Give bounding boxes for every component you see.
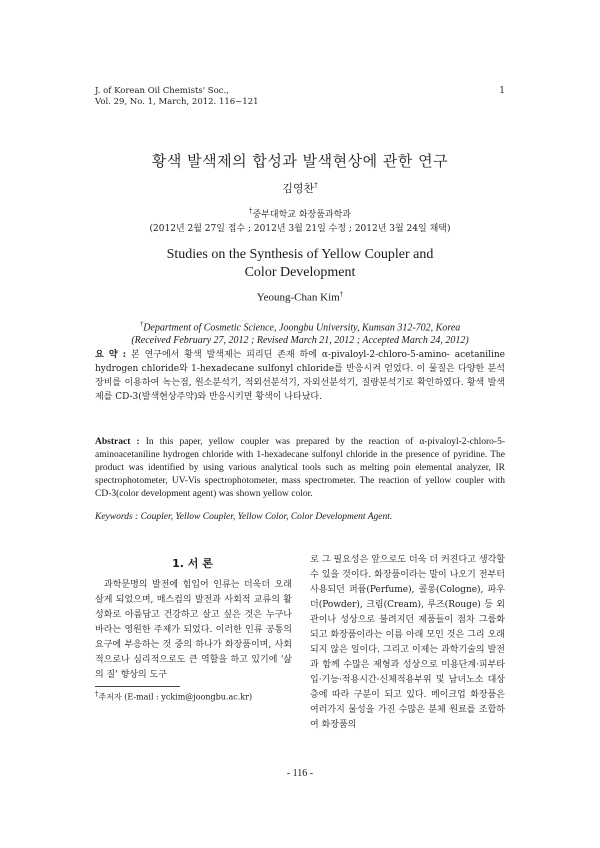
body-column-right [310, 553, 505, 733]
korean-author [0, 180, 600, 196]
body-left-text: 과학문명의 발전에 힘입어 인류는 더욱더 오래 살게 되었으며, 매스컴의 발전과 사회적 교류의 활성화로 아름답고 건강하고 살고 싶은 것은 누구나 바라는 영원한 주제가 되었다. 이러한 인류 공통의 요구에 부응하는 것 중의 하나가 화장품이며, 사회적으로나 심리적으로도 큰 역할을 하고 있기에 '삶의 질' 향상의 도구 [95, 580, 292, 680]
english-abstract-text: In this paper, yellow coupler was prepared by the reaction of α-pivaloyl-2-chloro-5-aminoacetaniline hydrogen chloride with 1-hexadecane sulfonyl chloride in the presence of pyridine. The product was identified by using various analytical tools such as melting poin elemental analyzer, IR spectrophotometer, UV-Vis spectrophotometer, mass spectrometer. The reaction of yellow coupler with CD-3(color development agent) was shown yellow color. [95, 437, 506, 499]
journal-citation [95, 86, 259, 108]
korean-abstract-text: 본 연구에서 황색 발색제는 피리딘 존재 하에 α-pivaloyl-2-chloro-5-amino- acetaniline hydrogen chloride와 1-hexadecane sulfonyl chloride를 반응시켜 얻었다. 이 물질은 다양한 분석장비를 이용하여 녹는점, 원소분석기, 적외선분석기, 자외선분석기, 질량분석기로 확인하였다. 황색 발색제를 CD-3(발색현상주약)와 반응시키면 황색이 나타났다. [95, 350, 505, 402]
page-number: - 116 - [286, 768, 314, 779]
english-author-mark: † [339, 290, 344, 298]
english-dates: (Received February 27, 2012 ; Revised March 21, 2012 ; Accepted March 24, 2012) [131, 335, 469, 347]
korean-title: 황색 발색제의 합성과 발색현상에 관한 연구 [151, 152, 449, 170]
page-corner-number: 1 [499, 86, 505, 96]
keywords-text: Coupler, Yellow Coupler, Yellow Color, Color Development Agent. [140, 512, 393, 522]
keywords [95, 512, 505, 522]
footnote-mark: † [95, 690, 99, 698]
english-title-line2: Color Development [244, 265, 356, 280]
body-right-text: 로 그 필요성은 앞으로도 더욱 더 커진다고 생각할 수 있을 것이다. 화장품이라는 말이 나오기 전부터 사용되던 퍼퓸(Perfume), 콜롱(Cologne), 파우더(Powder), 크림(Cream), 루즈(Rouge) 등 외관이나 성상으로 불려지던 제품들이 점차 그룹화되고 화장품이라는 이름 아래 모인 것은 그리 오래되지 않은 일이다. 그리고 이제는 과학기술의 발전과 함께 수많은 제형과 성상으로 미용단계·피부타입·기능·적용시간·신체적용부위 및 남녀노소 대상층에 따라 구분이 되고 있다. 메이크업 화장품은 여러가지 물성을 가진 수많은 분체 원료를 조합하여 화장품의 [310, 555, 505, 730]
journal-name: J. of Korean Oil Chemists' Soc., [95, 86, 229, 96]
korean-author-mark: † [314, 181, 318, 190]
english-abstract [95, 436, 505, 501]
footnote-rule [95, 686, 180, 687]
english-title-line1: Studies on the Synthesis of Yellow Coupler and [166, 247, 434, 262]
footnote-text: 주저자 (E-mail : yckim@joongbu.ac.kr) [98, 692, 253, 702]
english-affiliation-text: Department of Cosmetic Science, Joongbu University, Kumsan 312-702, Korea [143, 322, 461, 334]
korean-author-name: 김영찬 [282, 182, 315, 195]
english-abstract-label: Abstract : [95, 437, 140, 447]
korean-affiliation [0, 207, 600, 220]
journal-volume: Vol. 29, No. 1, March, 2012. 116~121 [95, 97, 259, 107]
english-author [0, 290, 600, 304]
english-author-name: Yeoung-Chan Kim [256, 291, 340, 304]
section-heading: 1. 서 론 [172, 557, 213, 570]
korean-abstract [95, 348, 505, 404]
english-affiliation [0, 318, 600, 347]
korean-affiliation-mark: † [249, 207, 253, 215]
english-affiliation-mark: † [139, 320, 144, 328]
korean-abstract-label: 요 약 : [95, 350, 127, 360]
keywords-label: Keywords : [95, 512, 139, 522]
korean-dates: (2012년 2월 27일 접수 ; 2012년 3월 21일 수정 ; 2012년 3월 24일 채택) [149, 224, 451, 234]
korean-affiliation-text: 중부대학교 화장품과학과 [252, 210, 351, 220]
body-column-left [95, 578, 292, 683]
english-title [0, 246, 600, 282]
footnote [95, 690, 252, 703]
